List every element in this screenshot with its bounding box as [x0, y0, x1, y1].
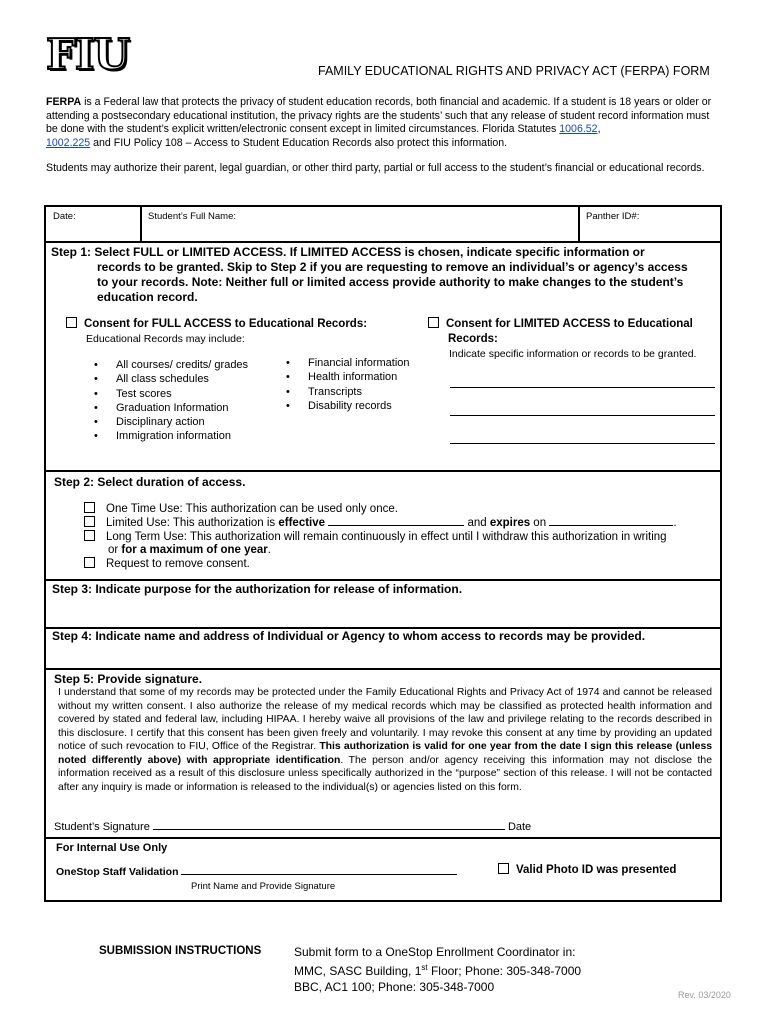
effective-date-line[interactable] [328, 525, 464, 526]
ferpa-text: is a Federal law that protects the privacy of student education records, both financial and academic. If a student is 18 years or older or attending a postsecondary educational institution, the privacy rights are the students’ such that any release of student record information must be done with the student’s explicit written/electronic consent except in limited circumstances. Florida Statutes [46, 96, 712, 136]
list-item: • Test scores [116, 387, 248, 401]
one-time-checkbox[interactable] [84, 502, 95, 513]
list-item: • Disciplinary action [116, 415, 248, 429]
valid-id-checkbox[interactable] [498, 863, 509, 874]
full-access-subtext: Educational Records may include: [86, 333, 245, 345]
step2-heading: Step 2: Select duration of access. [54, 475, 246, 489]
list-item: • All courses/ credits/ grades [116, 358, 248, 372]
list-item: • Health information [308, 370, 410, 384]
remove-consent-checkbox[interactable] [84, 557, 95, 568]
limited-use-checkbox[interactable] [84, 516, 95, 527]
full-access-checkbox[interactable] [66, 317, 77, 328]
limited-line-2[interactable] [450, 415, 715, 416]
fiu-logo: FIU [46, 30, 130, 79]
records-list-right [308, 356, 410, 413]
list-item: • Immigration information [116, 429, 248, 443]
records-list-left [116, 358, 248, 444]
expires-date-line[interactable] [549, 525, 673, 526]
full-access-option[interactable]: Consent for FULL ACCESS to Educational Records: [66, 317, 367, 332]
student-name-field[interactable]: Student’s Full Name: [148, 211, 237, 222]
list-item: • Graduation Information [116, 401, 248, 415]
submission-instructions: Submit form to a OneStop Enrollment Coordinator in: MMC, SASC Building, 1st Floor; Phone: 305-348-7000 BBC, AC1 100; Phone: 305-348-7000 [294, 945, 582, 994]
ferpa-intro [46, 96, 720, 150]
consent-text: I understand that some of my records may be protected under the Family Educational Rights and Privacy Act of 1974 and cannot be released without my written consent. I also authorize the release of my medical records which may be classified as protected health information and covered by stated and federal law, including HIPAA. I hereby waive all provisions of the law and privilege relating to the records described in this disclosure. I certify that this consent has been given freely and voluntarily. I may revoke this consent at any time by providing an updated notice of such revocation to FIU, Office of the Registrar. This authorization is valid for one year from the date I sign this release (unless noted differently above) with appropriate identification. The person and/or agency receiving this information may not disclose the information received as a result of this disclosure unless specifically authorized in the “purpose” section of this release. I will not be contacted after any inquiry is made or information is released to the individual(s) or agencies listed on this form. [58, 687, 712, 793]
signature-date-label: Date [507, 821, 532, 833]
step5-heading: Step 5: Provide signature. [54, 672, 203, 686]
limited-line-3[interactable] [450, 443, 715, 444]
ferpa-bold: FERPA [46, 96, 82, 108]
statute-link-1002-225[interactable]: 1002.225 [46, 136, 91, 149]
long-term-option[interactable]: Long Term Use: This authorization will remain continuously in effect until I withdraw this authorization in writing [84, 530, 719, 544]
one-time-option[interactable]: One Time Use: This authorization can be used only once. [84, 502, 719, 516]
list-item: • Transcripts [308, 385, 410, 399]
statute-link-1006-52[interactable]: 1006.52 [559, 123, 598, 136]
date-field[interactable]: Date: [53, 211, 76, 222]
limited-access-option[interactable]: Consent for LIMITED ACCESS to Educational Records: [428, 317, 693, 347]
limited-access-checkbox[interactable] [428, 317, 439, 328]
ferpa-tail: and FIU Policy 108 – Access to Student Education Records also protect this information. [90, 136, 508, 149]
limited-line-1[interactable] [450, 387, 715, 388]
limited-use-option[interactable]: Limited Use: This authorization is effective and expires on . [84, 516, 719, 530]
limited-access-subtext: Indicate specific information or records to be granted. [449, 348, 697, 360]
valid-id-option[interactable]: Valid Photo ID was presented [498, 863, 676, 878]
step3-heading: Step 3: Indicate purpose for the authorization for release of information. [52, 582, 463, 596]
list-item: • All class schedules [116, 372, 248, 386]
print-name-caption: Print Name and Provide Signature [191, 881, 336, 892]
revision-label: Rev. 03/2020 [678, 990, 731, 1000]
student-signature-field[interactable]: Student’s Signature Date [54, 821, 532, 833]
list-item: • Disability records [308, 399, 410, 413]
step4-heading: Step 4: Indicate name and address of Individual or Agency to whom access to records may be provided. [52, 629, 646, 643]
remove-consent-option[interactable]: Request to remove consent. [84, 557, 719, 571]
staff-validation-field[interactable]: OneStop Staff Validation [56, 865, 457, 880]
form-title: FAMILY EDUCATIONAL RIGHTS AND PRIVACY ACT (FERPA) FORM [318, 64, 710, 78]
long-term-checkbox[interactable] [84, 530, 95, 541]
internal-use-heading: For Internal Use Only [56, 842, 168, 854]
comma: , [597, 123, 601, 136]
panther-id-field[interactable]: Panther ID#: [586, 211, 640, 222]
duration-options: One Time Use: This authorization can be used only once. Limited Use: This authorization is effective and expires on . Long Term Use: This authorization will remain continuously in effect until I withdraw this authorization in writing or for a maximum of one year. Request to remove consent. [84, 502, 719, 571]
list-item: • Financial information [308, 356, 410, 370]
submission-label: SUBMISSION INSTRUCTIONS [99, 945, 262, 957]
step1-heading: Step 1: Select FULL or LIMITED ACCESS. If LIMITED ACCESS is chosen, indicate specific information or records to be granted. Skip to Step 2 if you are requesting to remove an individual’s or agency’s access to your records. Note: Neither full or limited access provide authority to make changes to the student’s education record. [51, 245, 688, 304]
form-box [44, 205, 722, 902]
authorize-text: Students may authorize their parent, legal guardian, or other third party, partial or full access to the student’s financial or educational records. [46, 162, 705, 174]
